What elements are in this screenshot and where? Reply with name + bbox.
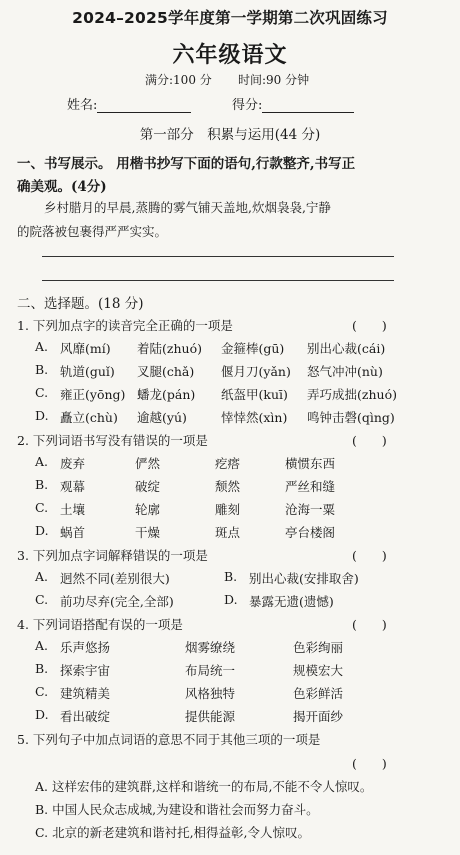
option-word: 亭台楼阁 xyxy=(285,525,336,540)
time-limit: 时间:90 分钟 xyxy=(238,73,310,87)
option-word: 废弃 xyxy=(60,456,86,471)
writing-line[interactable] xyxy=(42,280,394,281)
section1-heading: 一、书写展示。 用楷书抄写下面的语句,行款整齐,书写正 xyxy=(17,156,356,172)
option-letter: D. xyxy=(35,707,49,722)
option-word: 暴露无遗(遗憾) xyxy=(249,594,334,609)
q3-options-cd[interactable] xyxy=(35,592,334,610)
option-word: 前功尽弃(完全,全部) xyxy=(60,594,174,609)
option-word: 蟠龙(pán) xyxy=(137,387,196,402)
passage-line: 乡村腊月的早晨,蒸腾的雾气铺天盖地,炊烟袅袅,宁静 xyxy=(44,200,331,215)
answer-paren[interactable]: ( ) xyxy=(352,318,387,333)
option-letter: B. xyxy=(35,362,49,377)
option-word: 蜗首 xyxy=(60,525,86,540)
option-word: 鸣钟击磬(qìng) xyxy=(307,410,395,425)
part1-title: 第一部分 积累与运用(44 分) xyxy=(139,127,321,143)
option-word: 风靡(mí) xyxy=(60,341,111,356)
option-letter: C. xyxy=(35,385,49,400)
answer-paren[interactable]: ( ) xyxy=(352,433,387,448)
option-word: 矗立(chù) xyxy=(60,410,118,425)
option-word: 雍正(yōng) xyxy=(60,387,126,402)
option-word: 布局统一 xyxy=(185,663,236,678)
option-word: 纸盔甲(kuī) xyxy=(221,387,288,402)
option-word: 斑点 xyxy=(215,525,241,540)
option-letter: A. xyxy=(35,339,49,354)
option-word: 怒气冲冲(nù) xyxy=(307,364,383,379)
answer-paren[interactable]: ( ) xyxy=(352,617,387,632)
question-1-stem: 1. 下列加点字的读音完全正确的一项是 xyxy=(17,318,233,333)
answer-paren[interactable]: ( ) xyxy=(352,548,387,563)
answer-paren[interactable]: ( ) xyxy=(352,756,387,771)
option-word: 风格独特 xyxy=(185,686,236,701)
q5-option-b[interactable]: B. 中国人民众志成城,为建设和谐社会而努力奋斗。 xyxy=(35,802,319,817)
q2-option-c[interactable] xyxy=(35,500,335,518)
option-word: 悻悻然(xìn) xyxy=(221,410,288,425)
q4-option-d[interactable] xyxy=(35,707,343,725)
option-letter: D. xyxy=(224,592,238,607)
writing-line[interactable] xyxy=(42,256,394,257)
option-word: 金箍棒(gū) xyxy=(221,341,285,356)
exam-subject: 六年级语文 xyxy=(172,43,288,68)
option-word: 着陆(zhuó) xyxy=(137,341,202,356)
option-letter: B. xyxy=(224,569,238,584)
option-word: 揭开面纱 xyxy=(293,709,344,724)
option-word: 横惯东西 xyxy=(285,456,336,471)
exam-title: 2024–2025学年度第一学期第二次巩固练习 xyxy=(72,9,388,27)
question-3-stem: 3. 下列加点字词解释错误的一项是 xyxy=(17,548,208,563)
q1-option-d[interactable] xyxy=(35,408,395,426)
option-word: 土壤 xyxy=(60,502,86,517)
option-word: 弄巧成拙(zhuó) xyxy=(307,387,397,402)
option-letter: A. xyxy=(35,569,49,584)
q1-option-c[interactable] xyxy=(35,385,397,403)
score-blank[interactable] xyxy=(262,98,354,113)
option-word: 叉腿(chǎ) xyxy=(137,364,195,379)
option-word: 看出破绽 xyxy=(60,709,111,724)
q5-option-a[interactable]: A. 这样宏伟的建筑群,这样和谐统一的布局,不能不令人惊叹。 xyxy=(35,779,373,794)
option-word: 烟雾缭绕 xyxy=(185,640,236,655)
q4-option-b[interactable] xyxy=(35,661,343,679)
option-word: 探索宇宙 xyxy=(60,663,111,678)
option-word: 观幕 xyxy=(60,479,86,494)
q4-option-c[interactable] xyxy=(35,684,343,702)
option-word: 建筑精美 xyxy=(60,686,111,701)
option-word: 沧海一粟 xyxy=(285,502,336,517)
question-4-stem: 4. 下列词语搭配有误的一项是 xyxy=(17,617,183,632)
full-score: 满分:100 分 xyxy=(145,73,212,87)
option-letter: B. xyxy=(35,477,49,492)
section2-heading: 二、选择题。(18 分) xyxy=(17,296,144,312)
option-word: 别出心裁(安排取舍) xyxy=(249,571,359,586)
name-blank[interactable] xyxy=(97,98,191,113)
q2-option-d[interactable] xyxy=(35,523,335,541)
q3-options-ab[interactable] xyxy=(35,569,359,587)
question-2-stem: 2. 下列词语书写没有错误的一项是 xyxy=(17,433,208,448)
score-label: 得分: xyxy=(232,98,263,113)
option-word: 色彩鲜活 xyxy=(293,686,344,701)
section1-heading-cont: 确美观。(4分) xyxy=(17,179,107,195)
option-word: 干燥 xyxy=(135,525,161,540)
q4-option-a[interactable] xyxy=(35,638,343,656)
option-word: 规模宏大 xyxy=(293,663,344,678)
option-word: 雕刻 xyxy=(215,502,241,517)
q2-option-b[interactable] xyxy=(35,477,335,495)
option-letter: D. xyxy=(35,523,49,538)
q5-option-c[interactable]: C. 北京的新老建筑和谐衬托,相得益彰,令人惊叹。 xyxy=(35,825,311,840)
option-word: 轨道(guǐ) xyxy=(60,364,115,379)
q2-option-a[interactable] xyxy=(35,454,335,472)
option-letter: C. xyxy=(35,500,49,515)
option-word: 乐声悠扬 xyxy=(60,640,111,655)
option-word: 轮廓 xyxy=(135,502,161,517)
option-letter: D. xyxy=(35,408,49,423)
option-word: 颓然 xyxy=(215,479,241,494)
option-word: 色彩绚丽 xyxy=(293,640,344,655)
q1-option-a[interactable] xyxy=(35,339,385,357)
option-word: 偃月刀(yǎn) xyxy=(221,364,291,379)
option-word: 疙瘩 xyxy=(215,456,241,471)
option-letter: C. xyxy=(35,684,49,699)
option-word: 俨然 xyxy=(135,456,161,471)
option-word: 破绽 xyxy=(135,479,161,494)
name-label: 姓名: xyxy=(67,98,98,113)
option-letter: C. xyxy=(35,592,49,607)
passage-line: 的院落被包裹得严严实实。 xyxy=(17,224,168,239)
option-letter: A. xyxy=(35,454,49,469)
option-word: 提供能源 xyxy=(185,709,236,724)
option-word: 迥然不同(差别很大) xyxy=(60,571,170,586)
option-letter: A. xyxy=(35,638,49,653)
score-field[interactable] xyxy=(232,94,354,113)
option-word: 严丝和缝 xyxy=(285,479,336,494)
name-field[interactable] xyxy=(67,94,191,113)
option-letter: B. xyxy=(35,661,49,676)
option-word: 别出心裁(cái) xyxy=(307,341,386,356)
q1-option-b[interactable] xyxy=(35,362,383,380)
option-word: 逾越(yú) xyxy=(137,410,187,425)
question-5-stem: 5. 下列句子中加点词语的意思不同于其他三项的一项是 xyxy=(17,732,321,747)
